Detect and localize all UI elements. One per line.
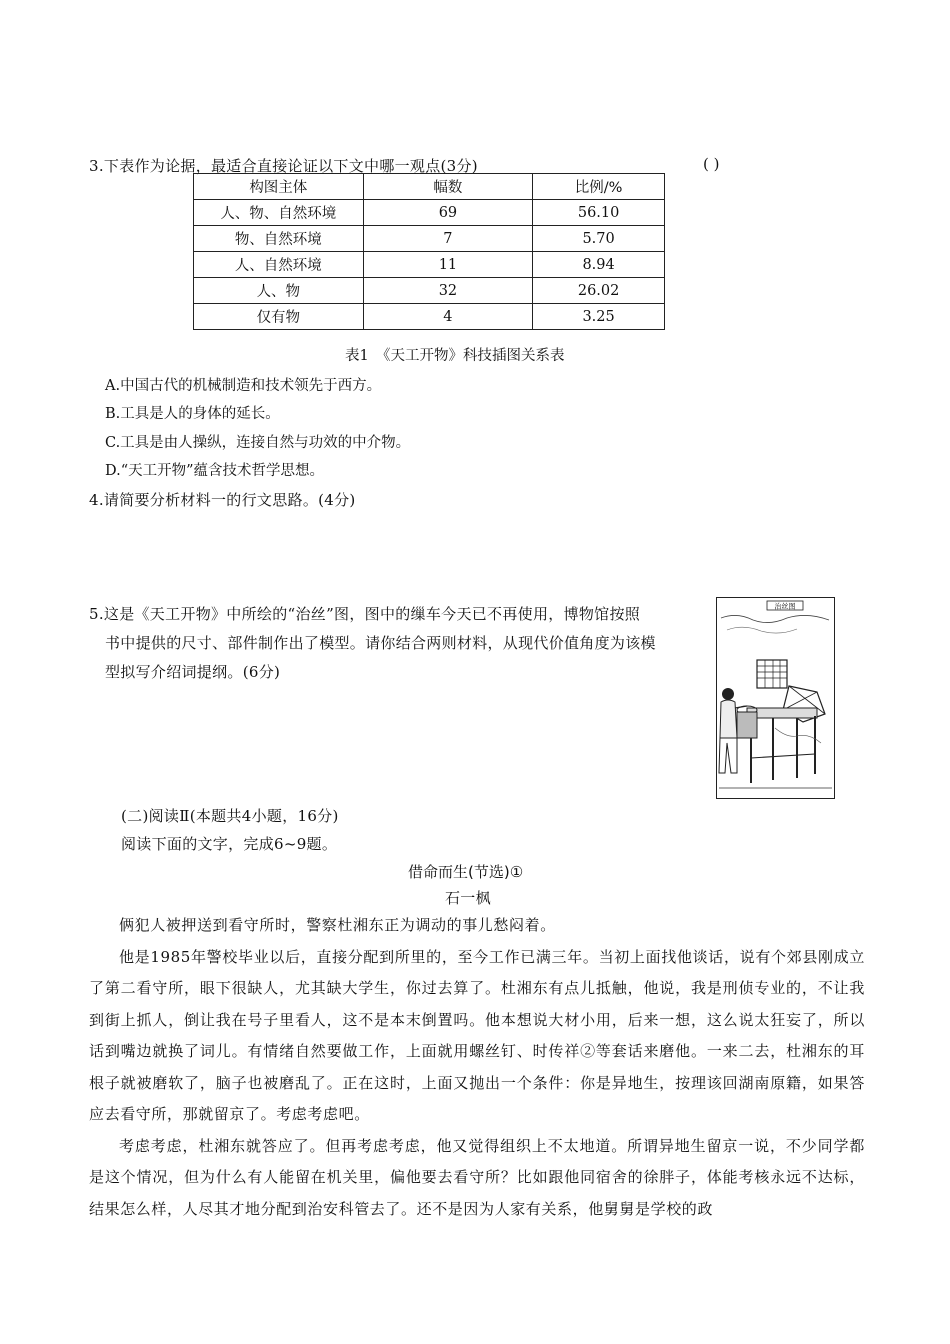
question-5-line-2: 书中提供的尺寸、部件制作出了模型。请你结合两则材料，从现代价值角度为该模 <box>105 634 656 652</box>
table-cell: 8.94 <box>533 252 665 278</box>
table-cell: 5.70 <box>533 226 665 252</box>
table-row <box>194 252 665 278</box>
table-cell: 11 <box>363 252 533 278</box>
article-body <box>89 910 865 1225</box>
article-title: 借命而生(节选)① <box>408 863 524 881</box>
table-cell: 56.10 <box>533 200 665 226</box>
table-row <box>194 200 665 226</box>
article-paragraph: 俩犯人被押送到看守所时，警察杜湘东正为调动的事儿愁闷着。 <box>119 916 556 934</box>
table-cell: 物、自然环境 <box>194 226 364 252</box>
question-5-line-3: 型拟写介绍词提纲。(6分) <box>105 663 281 681</box>
option-a: A.中国古代的机械制造和技术领先于西方。 <box>105 378 382 394</box>
table-header-row <box>194 174 665 200</box>
table-row <box>194 226 665 252</box>
table-header-cell: 比例/% <box>533 174 665 200</box>
question-5-line-1: 5.这是《天工开物》中所绘的“治丝”图，图中的缫车今天已不再使用，博物馆按照 <box>89 605 641 623</box>
table-header-cell: 幅数 <box>363 174 533 200</box>
table-cell: 26.02 <box>533 278 665 304</box>
question-3-text: 3.下表作为论据，最适合直接论证以下文中哪一观点(3分) <box>89 157 478 175</box>
table-cell: 人、自然环境 <box>194 252 364 278</box>
article-paragraph: 他是1985年警校毕业以后，直接分配到所里的，至今工作已满三年。当初上面找他谈话，说有个郊县刚成立了第二看守所，眼下很缺人，尤其缺大学生，你过去算了。杜湘东有点儿抵触，他说，我是刑侦专业的，不让我到街上抓人，倒让我在号子里看人，这不是本末倒置吗。他本想说大材小用，后来一想，这么说太狂妄了，所以话到嘴边就换了词儿。有情绪自然要做工作，上面就用螺丝钉、时传祥②等套话来磨他。一来二去，杜湘东的耳根子就被磨软了，脑子也被磨乱了。正在这时，上面又抛出一个条件：你是异地生，按理该回湖南原籍，如果答应去看守所，那就留京了。考虑考虑吧。 <box>89 947 865 1123</box>
illustration-relation-table <box>193 173 665 330</box>
silk-reeling-drawing <box>717 598 834 798</box>
table-cell: 3.25 <box>533 304 665 330</box>
figure-title: 治丝图 <box>774 602 796 611</box>
table-row <box>194 278 665 304</box>
article-author: 石一枫 <box>445 889 491 907</box>
table-caption: 表1 《天工开物》科技插图关系表 <box>345 348 565 364</box>
table-cell: 7 <box>363 226 533 252</box>
answer-parenthesis: ( ) <box>703 155 720 173</box>
table-cell: 人、物、自然环境 <box>194 200 364 226</box>
article-paragraph: 考虑考虑，杜湘东就答应了。但再考虑考虑，他又觉得组织上不太地道。所谓异地生留京一说，不少同学都是这个情况，但为什么有人能留在机关里，偏他要去看守所？比如跟他同宿舍的徐胖子，体能考核永远不达标，结果怎么样，人尽其才地分配到治安科管去了。还不是因为人家有关系，他舅舅是学校的政 <box>89 1136 865 1218</box>
silk-reeling-illustration <box>716 597 835 799</box>
reading-instruction: 阅读下面的文字，完成6~9题。 <box>121 835 338 853</box>
table-cell: 69 <box>363 200 533 226</box>
option-b: B.工具是人的身体的延长。 <box>105 406 280 422</box>
section-heading: (二)阅读Ⅱ(本题共4小题，16分) <box>121 807 339 825</box>
option-d: D.“天工开物”蕴含技术哲学思想。 <box>105 463 325 479</box>
question-4-text: 4.请简要分析材料一的行文思路。(4分) <box>89 491 356 509</box>
option-c: C.工具是由人操纵，连接自然与功效的中介物。 <box>105 435 411 451</box>
table-row <box>194 304 665 330</box>
table-cell: 4 <box>363 304 533 330</box>
table-header-cell: 构图主体 <box>194 174 364 200</box>
table-cell: 32 <box>363 278 533 304</box>
table-cell: 人、物 <box>194 278 364 304</box>
table-cell: 仅有物 <box>194 304 364 330</box>
